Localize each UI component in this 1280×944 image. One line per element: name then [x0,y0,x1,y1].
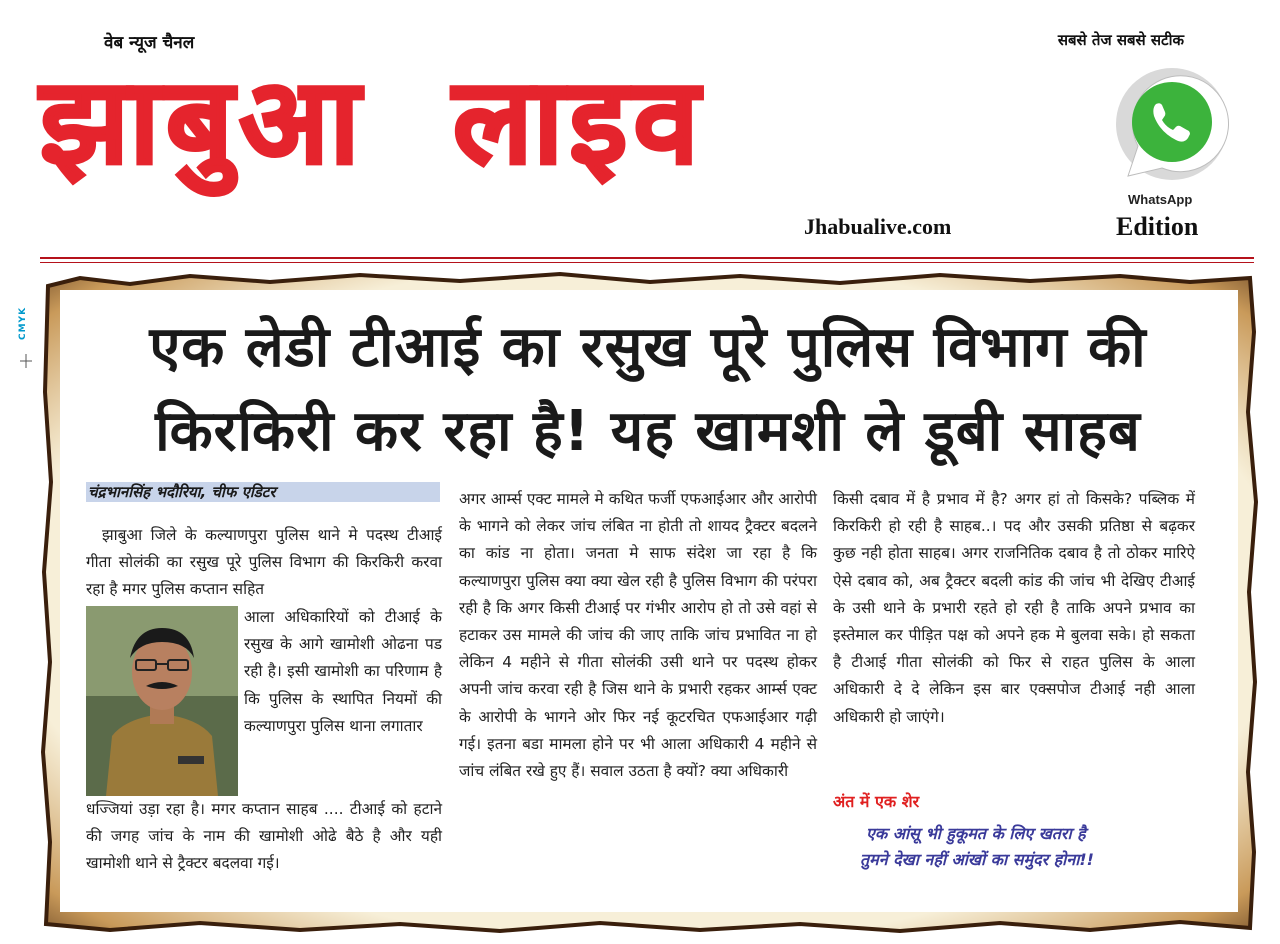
whatsapp-label: WhatsApp [1128,192,1193,207]
column-3: किसी दबाव में है प्रभाव में है? अगर हां तो किसके? पब्लिक में किरकिरी हो रही है साहब..। पद और उसकी प्रतिष्ठा से बढ़कर कुछ नही होता साहब। अगर राजनितिक दबाव है तो ठोकर मारिऐ ऐसे दबाव को, अब ट्रैक्टर बदली कांड की जांच भी देखिए टीआई के उसी थाने के प्रभारी रहते हो रही है ताकि अपने प्रभाव का इस्तेमाल कर पीड़ित पक्ष को अपने हक मे बुलवा सके। हो सकता है टीआई गीता सोलंकी को फिर से राहत पुलिस के आला अधिकारी दे दे लेकिन इस बार एक्सपोज टीआई नही आला अधिकारी हो जाएंगे। [833,490,1195,726]
whatsapp-icon [1108,64,1232,188]
masthead-tagline-left: वेब न्यूज चैनल [104,33,195,53]
edition-label: Edition [1116,212,1199,241]
headline-line-2: किरकिरी कर रहा है! यह खामशी ले डूबी साहब [155,399,1141,464]
byline: चंद्रभानसिंह भदौरिया, चीफ एडिटर [86,482,440,502]
author-photo [86,606,238,796]
sher-line-1: एक आंसू भी हुकूमत के लिए खतरा है [866,824,1086,843]
headline [62,306,1234,474]
masthead-rule-thin [40,262,1254,263]
column-2: अगर आर्म्स एक्ट मामले मे कथित फर्जी एफआईआर और आरोपी के भागने को लेकर जांच लंबित ना होती तो शायद ट्रैक्टर बदलने का कांड ना होता। जनता मे साफ संदेश जा रहा है कि कल्याणपुरा पुलिस क्या क्या खेल रही है पुलिस विभाग की परंपरा रही है कि अगर किसी टीआई पर गंभीर आरोप हो तो उसे वहां से हटाकर उस मामले की जांच की जाए ताकि जांच प्रभावित ना हो लेकिन 4 महीने से गीता सोलंकी उसी थाने पर पदस्थ होकर अपनी जांच करवा रही है जिस थाने के प्रभारी रहकर आर्म्स एक्ट के आरोपी के भागने ओर फिर नई कूटरचित एफआईआर गढ़ी गई। इतना बडा मामला होने पर भी आला अधिकारी 4 महीने से जांच लंबित रखे हुए हैं। सवाल उठता है क्यों? क्या अधिकारी [459,490,817,781]
column-1-beside-photo: आला अधिकारियों को टीआई के रसुख के आगे खामोशी ओढना पड रही है। इसी खामोशी का परिणाम है कि पुलिस के स्थापित नियमों की कल्याणपुरा पुलिस थाना लगातार [244,608,442,735]
masthead-website[interactable]: Jhabualive.com [804,214,952,239]
masthead-rule [40,257,1254,259]
sher-line-2: तुमने देखा नहीं आंखों का समुंदर होना!! [860,850,1094,869]
masthead-title: झाबुआ लाइव [40,52,705,190]
sher-heading: अंत में एक शेर [833,792,920,811]
cmyk-label: CMYK [18,306,28,340]
headline-line-1: एक लेडी टीआई का रसुख पूरे पुलिस विभाग की [149,315,1147,380]
column-1-after-photo: धज्जियां उड़ा रहा है। मगर कप्तान साहब .... टीआई को हटाने की जगह जांच के नाम की खामोशी ओढे बैठे है और यही खामोशी थाने से ट्रैक्टर बदलवा गई। [86,800,442,873]
masthead-tagline-right: सबसे तेज सबसे सटीक [1057,31,1184,49]
column-1-intro: झाबुआ जिले के कल्याणपुरा पुलिस थाने मे पदस्थ टीआई गीता सोलंकी का रसुख पूरे पुलिस विभाग की किरकिरी करवा रहा है मगर पुलिस कप्तान सहित [86,526,442,599]
